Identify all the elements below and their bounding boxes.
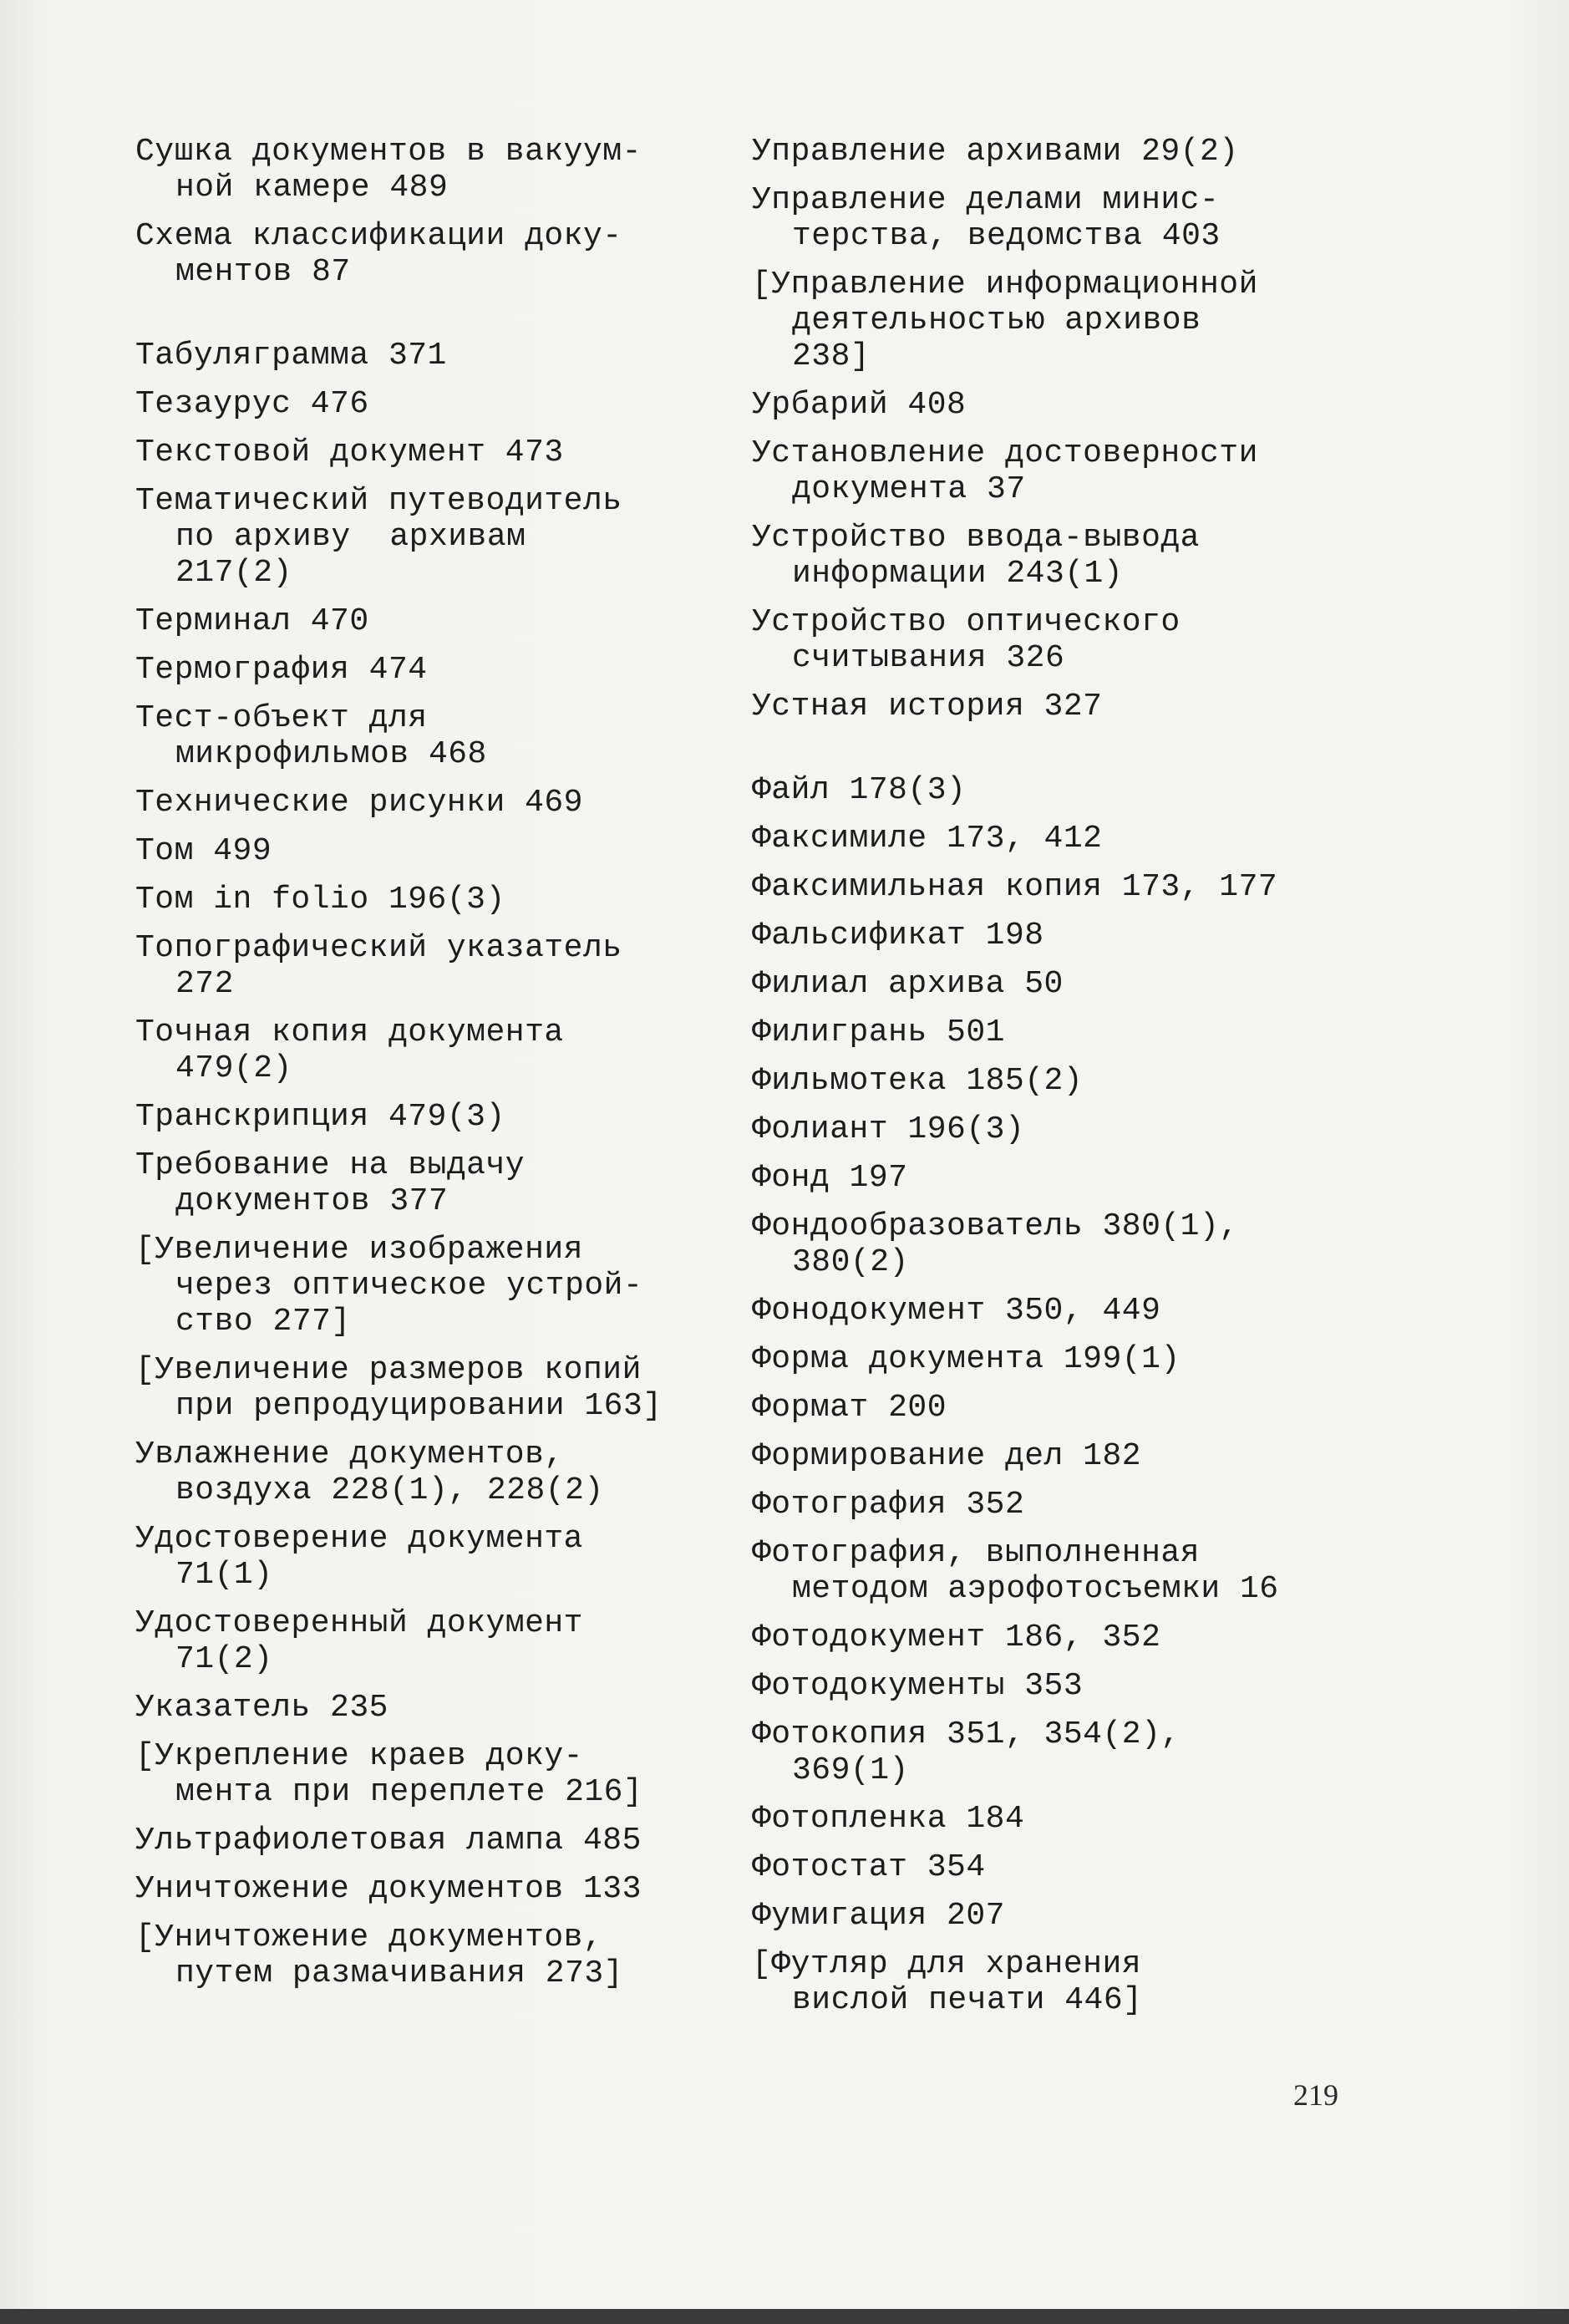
index-entry: Факсимиле 173, 412 <box>752 821 1103 857</box>
scan-edge <box>0 2309 1569 2324</box>
index-entry: Установление достоверности документа 37 <box>752 435 1258 507</box>
index-entry: Том 499 <box>135 833 272 869</box>
spacer <box>752 737 1462 772</box>
index-entry: Увлажнение документов, воздуха 228(1), 228(2) <box>135 1437 604 1508</box>
index-entry: Формирование дел 182 <box>752 1438 1142 1474</box>
index-entry: Транскрипция 479(3) <box>135 1099 505 1135</box>
index-entry: Управление архивами 29(2) <box>752 134 1239 170</box>
index-entry: Фумигация 207 <box>752 1898 1005 1934</box>
index-entry: [Увеличение изображения через оптическое устрой- ство 277] <box>135 1232 643 1340</box>
index-entry: Терминал 470 <box>135 603 369 639</box>
index-entry: Фолиант 196(3) <box>752 1111 1025 1147</box>
index-entry: Устройство ввода-вывода информации 243(1) <box>752 520 1200 592</box>
spacer <box>135 303 749 338</box>
index-entry: Фонд 197 <box>752 1160 908 1196</box>
index-entry: Точная копия документа 479(2) <box>135 1015 564 1086</box>
index-entry: Формат 200 <box>752 1390 947 1426</box>
index-entry: Фотодокументы 353 <box>752 1668 1084 1704</box>
index-entry: Факсимильная копия 173, 177 <box>752 869 1278 905</box>
index-entry: Фонодокумент 350, 449 <box>752 1293 1161 1329</box>
index-entry: Тезаурус 476 <box>135 386 369 422</box>
index-entry: Фотостат 354 <box>752 1849 986 1885</box>
index-entry: [Укрепление краев доку- мента при переплете 216] <box>135 1738 643 1810</box>
index-entry: Тест-объект для микрофильмов 468 <box>135 700 487 772</box>
index-entry: [Уничтожение документов, путем размачивания 273] <box>135 1920 623 1991</box>
index-entry: [Футляр для хранения вислой печати 446] <box>752 1946 1143 2018</box>
index-entry: Фальсификат 198 <box>752 918 1044 954</box>
index-entry: Урбарий 408 <box>752 387 967 423</box>
index-entry: Указатель 235 <box>135 1690 388 1726</box>
page-number: 219 <box>1293 2078 1338 2112</box>
index-entry: Форма документа 199(1) <box>752 1341 1181 1377</box>
index-column-left <box>135 134 749 2004</box>
index-entry: Табуляграмма 371 <box>135 338 447 374</box>
index-entry: [Увеличение размеров копий при репродуцировании 163] <box>135 1352 663 1424</box>
index-entry: Уничтожение документов 133 <box>135 1871 642 1907</box>
index-entry: Устная история 327 <box>752 689 1103 725</box>
index-entry: Филиал архива 50 <box>752 966 1064 1002</box>
index-entry: Фотопленка 184 <box>752 1801 1025 1837</box>
index-entry: Текстовой документ 473 <box>135 435 564 470</box>
index-entry: [Управление информационной деятельностью архивов 238] <box>752 267 1258 374</box>
index-entry: Топографический указатель 272 <box>135 930 622 1002</box>
index-entry: Термография 474 <box>135 652 428 688</box>
index-entry: Удостоверенный документ 71(2) <box>135 1605 583 1677</box>
index-entry: Фотокопия 351, 354(2), 369(1) <box>752 1716 1181 1788</box>
index-entry: Фильмотека 185(2) <box>752 1063 1084 1099</box>
index-entry: Фотодокумент 186, 352 <box>752 1620 1161 1655</box>
index-entry: Удостоверение документа 71(1) <box>135 1521 583 1593</box>
index-entry: Файл 178(3) <box>752 772 967 808</box>
index-entry: Ультрафиолетовая лампа 485 <box>135 1823 642 1859</box>
index-entry: Фотография 352 <box>752 1487 1025 1523</box>
index-entry: Тематический путеводитель по архиву архивам 217(2) <box>135 483 622 591</box>
index-entry: Технические рисунки 469 <box>135 785 583 821</box>
index-entry: Филигрань 501 <box>752 1015 1005 1050</box>
index-entry: Устройство оптического считывания 326 <box>752 604 1181 676</box>
index-entry: Требование на выдачу документов 377 <box>135 1147 526 1219</box>
index-entry: Фотография, выполненная методом аэрофотосъемки 16 <box>752 1535 1279 1607</box>
index-entry: Управление делами минис- терства, ведомства 403 <box>752 182 1221 254</box>
index-entry: Том in folio 196(3) <box>135 882 505 918</box>
index-entry: Фондообразователь 380(1), 380(2) <box>752 1208 1239 1280</box>
index-column-right <box>752 134 1462 2031</box>
index-entry: Сушка документов в вакуум- ной камере 489 <box>135 134 642 206</box>
index-entry: Схема классификации доку- ментов 87 <box>135 218 622 290</box>
